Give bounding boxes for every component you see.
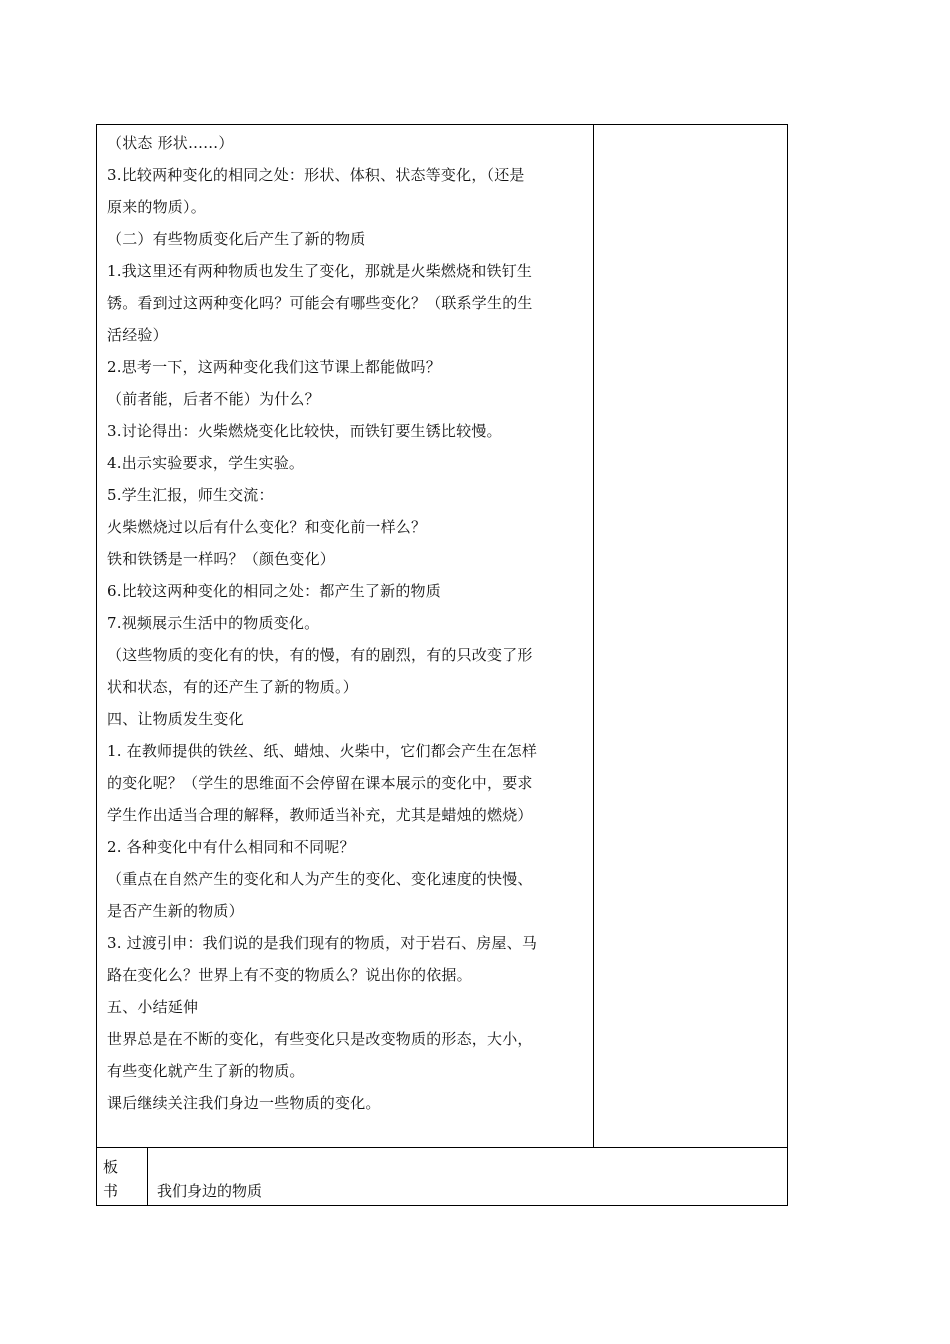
content-line: 世界总是在不断的变化，有些变化只是改变物质的形态，大小， bbox=[107, 1030, 533, 1048]
content-line: 课后继续关注我们身边一些物质的变化。 bbox=[107, 1094, 381, 1112]
content-line: 4.出示实验要求，学生实验。 bbox=[107, 454, 305, 472]
content-line: （状态 形状……） bbox=[107, 134, 234, 152]
content-line: 1.我这里还有两种物质也发生了变化，那就是火柴燃烧和铁钉生 bbox=[107, 262, 533, 280]
content-line: 锈。看到过这两种变化吗？可能会有哪些变化？（联系学生的生 bbox=[107, 294, 533, 312]
content-line: 7.视频展示生活中的物质变化。 bbox=[107, 614, 320, 632]
content-line: 状和状态，有的还产生了新的物质。） bbox=[107, 678, 358, 696]
lesson-content bbox=[107, 127, 587, 1119]
content-line: 6.比较这两种变化的相同之处：都产生了新的物质 bbox=[107, 582, 441, 600]
column-divider bbox=[593, 125, 594, 1147]
content-line: 是否产生新的物质） bbox=[107, 902, 244, 920]
content-line: 活经验） bbox=[107, 326, 168, 344]
content-line: （重点在自然产生的变化和人为产生的变化、变化速度的快慢、 bbox=[107, 870, 533, 888]
content-line: 2.思考一下，这两种变化我们这节课上都能做吗？ bbox=[107, 358, 441, 376]
content-line: 5.学生汇报，师生交流： bbox=[107, 486, 274, 504]
board-column-divider bbox=[147, 1147, 148, 1205]
board-label-line2: 书 bbox=[103, 1182, 119, 1200]
content-line: 四、让物质发生变化 bbox=[107, 710, 244, 728]
content-line: 的变化呢？（学生的思维面不会停留在课本展示的变化中，要求 bbox=[107, 774, 533, 792]
content-line: （二）有些物质变化后产生了新的物质 bbox=[107, 230, 366, 248]
board-text: 我们身边的物质 bbox=[157, 1182, 263, 1200]
content-line: 3. 过渡引申：我们说的是我们现有的物质，对于岩石、房屋、马 bbox=[107, 934, 538, 952]
content-line: 3.讨论得出：火柴燃烧变化比较快，而铁钉要生锈比较慢。 bbox=[107, 422, 502, 440]
content-line: 原来的物质）。 bbox=[107, 198, 206, 216]
content-line: 路在变化么？世界上有不变的物质么？说出你的依据。 bbox=[107, 966, 472, 984]
content-line: 铁和铁锈是一样吗？（颜色变化） bbox=[107, 550, 336, 568]
content-line: 2. 各种变化中有什么相同和不同呢？ bbox=[107, 838, 355, 856]
board-label bbox=[103, 1155, 139, 1203]
content-line: （前者能，后者不能）为什么？ bbox=[107, 390, 320, 408]
content-line: 有些变化就产生了新的物质。 bbox=[107, 1062, 305, 1080]
content-line: 1. 在教师提供的铁丝、纸、蜡烛、火柴中，它们都会产生在怎样 bbox=[107, 742, 538, 760]
content-line: 3.比较两种变化的相同之处：形状、体积、状态等变化，（还是 bbox=[107, 166, 525, 184]
content-line: （这些物质的变化有的快，有的慢，有的剧烈，有的只改变了形 bbox=[107, 646, 533, 664]
board-label-line1: 板 bbox=[103, 1158, 119, 1176]
content-line: 学生作出适当合理的解释，教师适当补充，尤其是蜡烛的燃烧） bbox=[107, 806, 533, 824]
row-divider bbox=[97, 1147, 787, 1148]
content-line: 火柴燃烧过以后有什么变化？和变化前一样么？ bbox=[107, 518, 427, 536]
lesson-table bbox=[96, 124, 788, 1206]
content-line: 五、小结延伸 bbox=[107, 998, 199, 1016]
